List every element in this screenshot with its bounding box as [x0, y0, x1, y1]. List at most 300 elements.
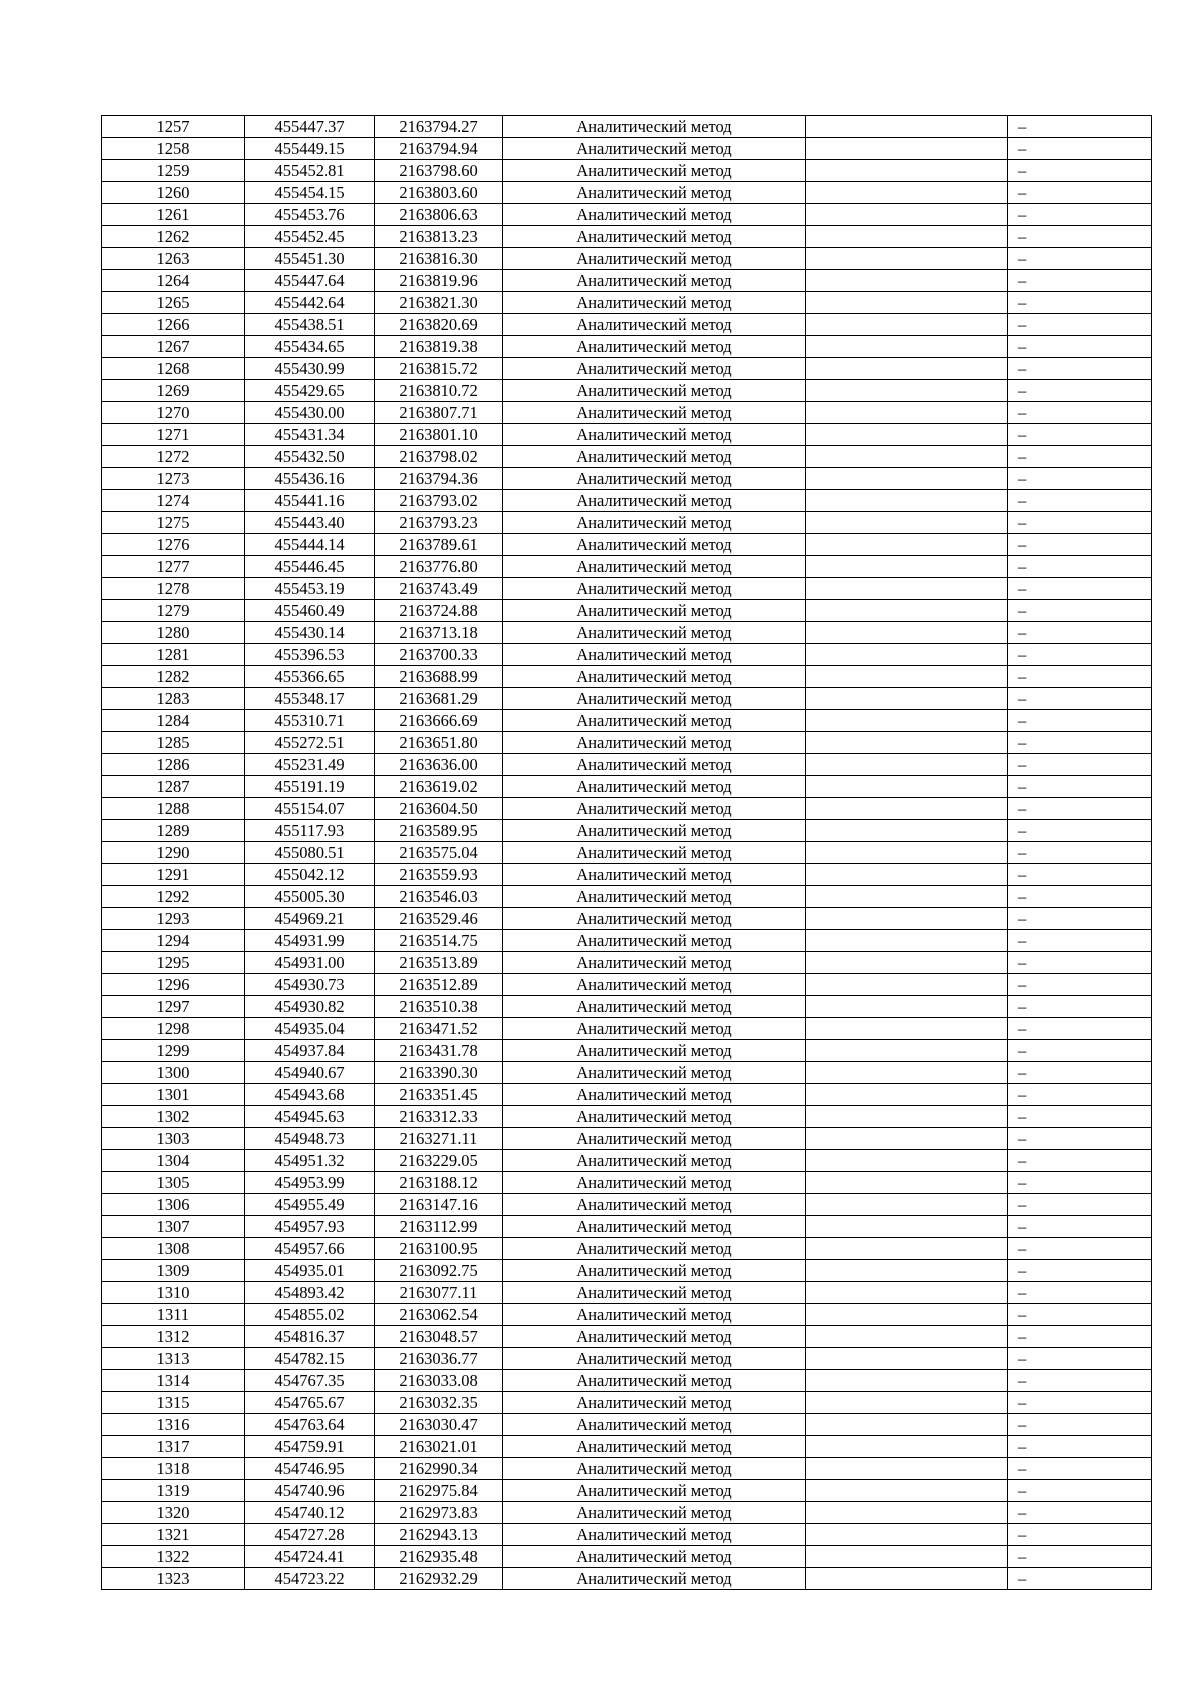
y-coordinate-cell: 2163229.05: [375, 1150, 503, 1172]
point-number-cell: 1295: [102, 952, 245, 974]
y-coordinate-cell: 2163312.33: [375, 1106, 503, 1128]
method-cell: Аналитический метод: [503, 226, 806, 248]
table-row: [102, 424, 1152, 446]
point-number-cell: 1264: [102, 270, 245, 292]
point-number-cell: 1293: [102, 908, 245, 930]
accuracy-cell: [806, 226, 1008, 248]
x-coordinate-cell: 455453.19: [245, 578, 375, 600]
note-cell: –: [1008, 1084, 1152, 1106]
point-number-cell: 1323: [102, 1568, 245, 1590]
accuracy-cell: [806, 842, 1008, 864]
note-cell: –: [1008, 1040, 1152, 1062]
point-number-cell: 1261: [102, 204, 245, 226]
accuracy-cell: [806, 1062, 1008, 1084]
table-row: [102, 600, 1152, 622]
method-cell: Аналитический метод: [503, 798, 806, 820]
x-coordinate-cell: 455453.76: [245, 204, 375, 226]
x-coordinate-cell: 455348.17: [245, 688, 375, 710]
accuracy-cell: [806, 1128, 1008, 1150]
accuracy-cell: [806, 204, 1008, 226]
method-cell: Аналитический метод: [503, 160, 806, 182]
table-row: [102, 1480, 1152, 1502]
y-coordinate-cell: 2162975.84: [375, 1480, 503, 1502]
note-cell: –: [1008, 270, 1152, 292]
method-cell: Аналитический метод: [503, 974, 806, 996]
method-cell: Аналитический метод: [503, 182, 806, 204]
accuracy-cell: [806, 468, 1008, 490]
method-cell: Аналитический метод: [503, 1524, 806, 1546]
x-coordinate-cell: 455429.65: [245, 380, 375, 402]
x-coordinate-cell: 455447.37: [245, 116, 375, 138]
y-coordinate-cell: 2163351.45: [375, 1084, 503, 1106]
point-number-cell: 1263: [102, 248, 245, 270]
x-coordinate-cell: 454763.64: [245, 1414, 375, 1436]
y-coordinate-cell: 2163033.08: [375, 1370, 503, 1392]
point-number-cell: 1260: [102, 182, 245, 204]
method-cell: Аналитический метод: [503, 1216, 806, 1238]
x-coordinate-cell: 454893.42: [245, 1282, 375, 1304]
table-row: [102, 666, 1152, 688]
note-cell: –: [1008, 820, 1152, 842]
y-coordinate-cell: 2163807.71: [375, 402, 503, 424]
accuracy-cell: [806, 996, 1008, 1018]
y-coordinate-cell: 2163713.18: [375, 622, 503, 644]
x-coordinate-cell: 454724.41: [245, 1546, 375, 1568]
accuracy-cell: [806, 248, 1008, 270]
accuracy-cell: [806, 1348, 1008, 1370]
point-number-cell: 1268: [102, 358, 245, 380]
table-row: [102, 644, 1152, 666]
method-cell: Аналитический метод: [503, 1458, 806, 1480]
method-cell: Аналитический метод: [503, 1194, 806, 1216]
note-cell: –: [1008, 336, 1152, 358]
table-row: [102, 798, 1152, 820]
method-cell: Аналитический метод: [503, 754, 806, 776]
note-cell: –: [1008, 1018, 1152, 1040]
method-cell: Аналитический метод: [503, 644, 806, 666]
point-number-cell: 1282: [102, 666, 245, 688]
note-cell: –: [1008, 996, 1152, 1018]
table-row: [102, 842, 1152, 864]
y-coordinate-cell: 2163513.89: [375, 952, 503, 974]
y-coordinate-cell: 2163112.99: [375, 1216, 503, 1238]
x-coordinate-cell: 455434.65: [245, 336, 375, 358]
x-coordinate-cell: 454931.99: [245, 930, 375, 952]
x-coordinate-cell: 455310.71: [245, 710, 375, 732]
x-coordinate-cell: 454931.00: [245, 952, 375, 974]
x-coordinate-cell: 455452.45: [245, 226, 375, 248]
note-cell: –: [1008, 1436, 1152, 1458]
table-row: [102, 908, 1152, 930]
x-coordinate-cell: 455449.15: [245, 138, 375, 160]
point-number-cell: 1288: [102, 798, 245, 820]
x-coordinate-cell: 454930.82: [245, 996, 375, 1018]
x-coordinate-cell: 455432.50: [245, 446, 375, 468]
accuracy-cell: [806, 886, 1008, 908]
table-row: [102, 380, 1152, 402]
table-row: [102, 1172, 1152, 1194]
note-cell: –: [1008, 1238, 1152, 1260]
accuracy-cell: [806, 1194, 1008, 1216]
note-cell: –: [1008, 1480, 1152, 1502]
note-cell: –: [1008, 1150, 1152, 1172]
accuracy-cell: [806, 798, 1008, 820]
table-row: [102, 160, 1152, 182]
x-coordinate-cell: 455430.00: [245, 402, 375, 424]
x-coordinate-cell: 454945.63: [245, 1106, 375, 1128]
y-coordinate-cell: 2163688.99: [375, 666, 503, 688]
x-coordinate-cell: 455438.51: [245, 314, 375, 336]
point-number-cell: 1275: [102, 512, 245, 534]
note-cell: –: [1008, 116, 1152, 138]
accuracy-cell: [806, 952, 1008, 974]
method-cell: Аналитический метод: [503, 292, 806, 314]
note-cell: –: [1008, 798, 1152, 820]
method-cell: Аналитический метод: [503, 1436, 806, 1458]
y-coordinate-cell: 2163724.88: [375, 600, 503, 622]
note-cell: –: [1008, 248, 1152, 270]
method-cell: Аналитический метод: [503, 710, 806, 732]
note-cell: –: [1008, 1172, 1152, 1194]
method-cell: Аналитический метод: [503, 1062, 806, 1084]
method-cell: Аналитический метод: [503, 1480, 806, 1502]
method-cell: Аналитический метод: [503, 1260, 806, 1282]
accuracy-cell: [806, 754, 1008, 776]
point-number-cell: 1313: [102, 1348, 245, 1370]
point-number-cell: 1290: [102, 842, 245, 864]
coordinates-table-body: [102, 116, 1152, 1590]
note-cell: –: [1008, 204, 1152, 226]
x-coordinate-cell: 455443.40: [245, 512, 375, 534]
y-coordinate-cell: 2163743.49: [375, 578, 503, 600]
accuracy-cell: [806, 1106, 1008, 1128]
point-number-cell: 1322: [102, 1546, 245, 1568]
accuracy-cell: [806, 182, 1008, 204]
method-cell: Аналитический метод: [503, 732, 806, 754]
point-number-cell: 1291: [102, 864, 245, 886]
point-number-cell: 1269: [102, 380, 245, 402]
table-row: [102, 952, 1152, 974]
note-cell: –: [1008, 1568, 1152, 1590]
point-number-cell: 1274: [102, 490, 245, 512]
accuracy-cell: [806, 424, 1008, 446]
method-cell: Аналитический метод: [503, 1326, 806, 1348]
y-coordinate-cell: 2163636.00: [375, 754, 503, 776]
x-coordinate-cell: 454953.99: [245, 1172, 375, 1194]
table-row: [102, 1304, 1152, 1326]
table-row: [102, 1502, 1152, 1524]
y-coordinate-cell: 2163512.89: [375, 974, 503, 996]
point-number-cell: 1306: [102, 1194, 245, 1216]
method-cell: Аналитический метод: [503, 820, 806, 842]
x-coordinate-cell: 454767.35: [245, 1370, 375, 1392]
x-coordinate-cell: 455366.65: [245, 666, 375, 688]
table-row: [102, 1106, 1152, 1128]
note-cell: –: [1008, 490, 1152, 512]
note-cell: –: [1008, 864, 1152, 886]
point-number-cell: 1281: [102, 644, 245, 666]
x-coordinate-cell: 454723.22: [245, 1568, 375, 1590]
note-cell: –: [1008, 468, 1152, 490]
x-coordinate-cell: 455451.30: [245, 248, 375, 270]
table-row: [102, 402, 1152, 424]
table-row: [102, 622, 1152, 644]
note-cell: –: [1008, 1260, 1152, 1282]
point-number-cell: 1317: [102, 1436, 245, 1458]
table-row: [102, 248, 1152, 270]
y-coordinate-cell: 2163813.23: [375, 226, 503, 248]
note-cell: –: [1008, 578, 1152, 600]
note-cell: –: [1008, 446, 1152, 468]
y-coordinate-cell: 2163271.11: [375, 1128, 503, 1150]
y-coordinate-cell: 2163806.63: [375, 204, 503, 226]
accuracy-cell: [806, 622, 1008, 644]
note-cell: –: [1008, 1326, 1152, 1348]
x-coordinate-cell: 454727.28: [245, 1524, 375, 1546]
method-cell: Аналитический метод: [503, 358, 806, 380]
point-number-cell: 1279: [102, 600, 245, 622]
accuracy-cell: [806, 908, 1008, 930]
y-coordinate-cell: 2163529.46: [375, 908, 503, 930]
table-row: [102, 1348, 1152, 1370]
y-coordinate-cell: 2163793.02: [375, 490, 503, 512]
note-cell: –: [1008, 1458, 1152, 1480]
y-coordinate-cell: 2163819.38: [375, 336, 503, 358]
method-cell: Аналитический метод: [503, 666, 806, 688]
x-coordinate-cell: 455431.34: [245, 424, 375, 446]
table-row: [102, 930, 1152, 952]
y-coordinate-cell: 2163188.12: [375, 1172, 503, 1194]
point-number-cell: 1310: [102, 1282, 245, 1304]
y-coordinate-cell: 2162990.34: [375, 1458, 503, 1480]
x-coordinate-cell: 454782.15: [245, 1348, 375, 1370]
method-cell: Аналитический метод: [503, 116, 806, 138]
x-coordinate-cell: 455080.51: [245, 842, 375, 864]
point-number-cell: 1311: [102, 1304, 245, 1326]
table-row: [102, 226, 1152, 248]
note-cell: –: [1008, 1502, 1152, 1524]
table-row: [102, 336, 1152, 358]
point-number-cell: 1307: [102, 1216, 245, 1238]
accuracy-cell: [806, 138, 1008, 160]
note-cell: –: [1008, 1546, 1152, 1568]
note-cell: –: [1008, 1304, 1152, 1326]
table-row: [102, 270, 1152, 292]
method-cell: Аналитический метод: [503, 1150, 806, 1172]
x-coordinate-cell: 454740.96: [245, 1480, 375, 1502]
x-coordinate-cell: 454930.73: [245, 974, 375, 996]
table-row: [102, 182, 1152, 204]
point-number-cell: 1296: [102, 974, 245, 996]
point-number-cell: 1320: [102, 1502, 245, 1524]
point-number-cell: 1305: [102, 1172, 245, 1194]
point-number-cell: 1319: [102, 1480, 245, 1502]
method-cell: Аналитический метод: [503, 1370, 806, 1392]
note-cell: –: [1008, 1392, 1152, 1414]
method-cell: Аналитический метод: [503, 996, 806, 1018]
note-cell: –: [1008, 754, 1152, 776]
accuracy-cell: [806, 864, 1008, 886]
accuracy-cell: [806, 1172, 1008, 1194]
point-number-cell: 1301: [102, 1084, 245, 1106]
table-row: [102, 1194, 1152, 1216]
point-number-cell: 1316: [102, 1414, 245, 1436]
x-coordinate-cell: 454943.68: [245, 1084, 375, 1106]
note-cell: –: [1008, 908, 1152, 930]
table-row: [102, 754, 1152, 776]
point-number-cell: 1304: [102, 1150, 245, 1172]
point-number-cell: 1259: [102, 160, 245, 182]
note-cell: –: [1008, 556, 1152, 578]
note-cell: –: [1008, 226, 1152, 248]
point-number-cell: 1314: [102, 1370, 245, 1392]
table-row: [102, 1216, 1152, 1238]
x-coordinate-cell: 455444.14: [245, 534, 375, 556]
note-cell: –: [1008, 1128, 1152, 1150]
table-row: [102, 556, 1152, 578]
accuracy-cell: [806, 1370, 1008, 1392]
y-coordinate-cell: 2163471.52: [375, 1018, 503, 1040]
accuracy-cell: [806, 1304, 1008, 1326]
y-coordinate-cell: 2163816.30: [375, 248, 503, 270]
note-cell: –: [1008, 534, 1152, 556]
point-number-cell: 1292: [102, 886, 245, 908]
point-number-cell: 1286: [102, 754, 245, 776]
x-coordinate-cell: 454957.93: [245, 1216, 375, 1238]
accuracy-cell: [806, 1458, 1008, 1480]
method-cell: Аналитический метод: [503, 1568, 806, 1590]
note-cell: –: [1008, 512, 1152, 534]
x-coordinate-cell: 455396.53: [245, 644, 375, 666]
note-cell: –: [1008, 1348, 1152, 1370]
point-number-cell: 1285: [102, 732, 245, 754]
y-coordinate-cell: 2162973.83: [375, 1502, 503, 1524]
x-coordinate-cell: 454951.32: [245, 1150, 375, 1172]
note-cell: –: [1008, 930, 1152, 952]
y-coordinate-cell: 2163546.03: [375, 886, 503, 908]
note-cell: –: [1008, 292, 1152, 314]
point-number-cell: 1284: [102, 710, 245, 732]
x-coordinate-cell: 455154.07: [245, 798, 375, 820]
table-row: [102, 1546, 1152, 1568]
note-cell: –: [1008, 380, 1152, 402]
accuracy-cell: [806, 666, 1008, 688]
table-row: [102, 1392, 1152, 1414]
note-cell: –: [1008, 138, 1152, 160]
method-cell: Аналитический метод: [503, 1546, 806, 1568]
table-row: [102, 886, 1152, 908]
y-coordinate-cell: 2163666.69: [375, 710, 503, 732]
method-cell: Аналитический метод: [503, 1392, 806, 1414]
note-cell: –: [1008, 644, 1152, 666]
method-cell: Аналитический метод: [503, 842, 806, 864]
y-coordinate-cell: 2163147.16: [375, 1194, 503, 1216]
x-coordinate-cell: 455430.14: [245, 622, 375, 644]
y-coordinate-cell: 2163819.96: [375, 270, 503, 292]
accuracy-cell: [806, 1480, 1008, 1502]
accuracy-cell: [806, 710, 1008, 732]
x-coordinate-cell: 454765.67: [245, 1392, 375, 1414]
x-coordinate-cell: 454937.84: [245, 1040, 375, 1062]
method-cell: Аналитический метод: [503, 864, 806, 886]
x-coordinate-cell: 454740.12: [245, 1502, 375, 1524]
y-coordinate-cell: 2163390.30: [375, 1062, 503, 1084]
y-coordinate-cell: 2163589.95: [375, 820, 503, 842]
accuracy-cell: [806, 336, 1008, 358]
x-coordinate-cell: 454957.66: [245, 1238, 375, 1260]
note-cell: –: [1008, 182, 1152, 204]
accuracy-cell: [806, 820, 1008, 842]
x-coordinate-cell: 455430.99: [245, 358, 375, 380]
y-coordinate-cell: 2163793.23: [375, 512, 503, 534]
y-coordinate-cell: 2163815.72: [375, 358, 503, 380]
point-number-cell: 1289: [102, 820, 245, 842]
method-cell: Аналитический метод: [503, 402, 806, 424]
table-row: [102, 974, 1152, 996]
method-cell: Аналитический метод: [503, 336, 806, 358]
method-cell: Аналитический метод: [503, 1238, 806, 1260]
note-cell: –: [1008, 842, 1152, 864]
point-number-cell: 1280: [102, 622, 245, 644]
method-cell: Аналитический метод: [503, 446, 806, 468]
accuracy-cell: [806, 1436, 1008, 1458]
x-coordinate-cell: 454935.01: [245, 1260, 375, 1282]
point-number-cell: 1283: [102, 688, 245, 710]
y-coordinate-cell: 2163092.75: [375, 1260, 503, 1282]
table-row: [102, 446, 1152, 468]
table-row: [102, 1282, 1152, 1304]
point-number-cell: 1318: [102, 1458, 245, 1480]
y-coordinate-cell: 2163820.69: [375, 314, 503, 336]
y-coordinate-cell: 2163619.02: [375, 776, 503, 798]
y-coordinate-cell: 2163700.33: [375, 644, 503, 666]
coordinates-table: [101, 115, 1152, 1590]
point-number-cell: 1276: [102, 534, 245, 556]
y-coordinate-cell: 2163794.94: [375, 138, 503, 160]
method-cell: Аналитический метод: [503, 490, 806, 512]
x-coordinate-cell: 454955.49: [245, 1194, 375, 1216]
table-row: [102, 358, 1152, 380]
table-row: [102, 534, 1152, 556]
point-number-cell: 1303: [102, 1128, 245, 1150]
note-cell: –: [1008, 402, 1152, 424]
note-cell: –: [1008, 688, 1152, 710]
y-coordinate-cell: 2162935.48: [375, 1546, 503, 1568]
accuracy-cell: [806, 930, 1008, 952]
x-coordinate-cell: 455042.12: [245, 864, 375, 886]
note-cell: –: [1008, 1282, 1152, 1304]
x-coordinate-cell: 454759.91: [245, 1436, 375, 1458]
y-coordinate-cell: 2163021.01: [375, 1436, 503, 1458]
point-number-cell: 1321: [102, 1524, 245, 1546]
x-coordinate-cell: 455452.81: [245, 160, 375, 182]
method-cell: Аналитический метод: [503, 1106, 806, 1128]
note-cell: –: [1008, 952, 1152, 974]
accuracy-cell: [806, 534, 1008, 556]
y-coordinate-cell: 2163794.36: [375, 468, 503, 490]
accuracy-cell: [806, 358, 1008, 380]
note-cell: –: [1008, 1194, 1152, 1216]
point-number-cell: 1257: [102, 116, 245, 138]
table-row: [102, 1370, 1152, 1392]
note-cell: –: [1008, 600, 1152, 622]
table-row: [102, 138, 1152, 160]
x-coordinate-cell: 455231.49: [245, 754, 375, 776]
table-row: [102, 468, 1152, 490]
table-row: [102, 1436, 1152, 1458]
table-row: [102, 1084, 1152, 1106]
point-number-cell: 1271: [102, 424, 245, 446]
